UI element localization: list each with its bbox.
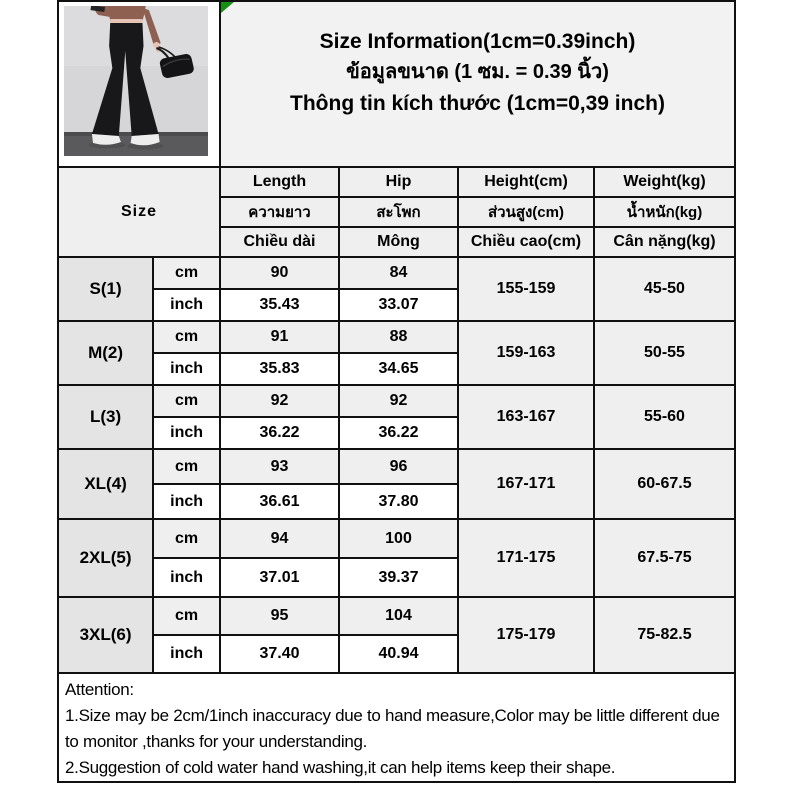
unit-inch-label: inch (153, 417, 220, 449)
length-inch-value: 37.01 (220, 558, 339, 597)
size-row-3xl-cm (58, 597, 735, 635)
size-information-header (220, 1, 735, 167)
size-row-2xl-cm (58, 519, 735, 558)
height-range-value: 159-163 (458, 321, 594, 385)
hip-inch-value: 33.07 (339, 289, 458, 321)
hip-cm-value: 92 (339, 385, 458, 417)
unit-cm-label: cm (153, 519, 220, 558)
weight-range-value: 55-60 (594, 385, 735, 449)
length-inch-value: 36.22 (220, 417, 339, 449)
model-photo-illustration (64, 6, 208, 156)
header-height-vi: Chiều cao(cm) (458, 227, 594, 257)
header-length-en: Length (220, 167, 339, 197)
header-weight-en: Weight(kg) (594, 167, 735, 197)
unit-cm-label: cm (153, 257, 220, 289)
hip-inch-value: 37.80 (339, 484, 458, 519)
product-photo (64, 6, 208, 156)
length-inch-value: 37.40 (220, 635, 339, 673)
unit-inch-label: inch (153, 558, 220, 597)
height-range-value: 163-167 (458, 385, 594, 449)
top-row (58, 1, 735, 167)
header-row-english (58, 167, 735, 197)
header-length-vi: Chiều dài (220, 227, 339, 257)
size-row-l-cm (58, 385, 735, 417)
attention-heading: Attention: (65, 680, 134, 699)
size-label: XL(4) (58, 449, 153, 519)
length-cm-value: 90 (220, 257, 339, 289)
unit-cm-label: cm (153, 321, 220, 353)
title-english: Size Information(1cm=0.39inch) (319, 30, 636, 53)
size-label: 3XL(6) (58, 597, 153, 673)
header-hip-en: Hip (339, 167, 458, 197)
hip-inch-value: 40.94 (339, 635, 458, 673)
height-range-value: 167-171 (458, 449, 594, 519)
unit-inch-label: inch (153, 289, 220, 321)
length-cm-value: 93 (220, 449, 339, 484)
hip-cm-value: 96 (339, 449, 458, 484)
attention-box (58, 673, 735, 782)
size-label: 2XL(5) (58, 519, 153, 597)
attention-row (58, 673, 735, 782)
size-chart-table (57, 0, 736, 783)
length-inch-value: 36.61 (220, 484, 339, 519)
unit-inch-label: inch (153, 484, 220, 519)
hip-cm-value: 100 (339, 519, 458, 558)
title-thai: ข้อมูลขนาด (1 ซม. = 0.39 นิ้ว) (346, 61, 609, 83)
weight-range-value: 60-67.5 (594, 449, 735, 519)
size-header-label: Size (58, 167, 220, 257)
hip-inch-value: 36.22 (339, 417, 458, 449)
unit-inch-label: inch (153, 353, 220, 385)
size-row-xl-cm (58, 449, 735, 484)
unit-cm-label: cm (153, 385, 220, 417)
hip-cm-value: 88 (339, 321, 458, 353)
header-hip-vi: Mông (339, 227, 458, 257)
length-cm-value: 92 (220, 385, 339, 417)
size-row-s-cm (58, 257, 735, 289)
attention-note-1: 1.Size may be 2cm/1inch inaccuracy due to hand measure,Color may be little different due to monitor ,thanks for your understanding. (65, 706, 720, 751)
hip-inch-value: 39.37 (339, 558, 458, 597)
hip-inch-value: 34.65 (339, 353, 458, 385)
size-label: M(2) (58, 321, 153, 385)
weight-range-value: 67.5-75 (594, 519, 735, 597)
length-cm-value: 95 (220, 597, 339, 635)
header-weight-vi: Cân nặng(kg) (594, 227, 735, 257)
length-inch-value: 35.43 (220, 289, 339, 321)
title-vietnamese: Thông tin kích thước (1cm=0,39 inch) (290, 92, 665, 115)
height-range-value: 171-175 (458, 519, 594, 597)
size-label: S(1) (58, 257, 153, 321)
unit-cm-label: cm (153, 449, 220, 484)
header-height-th: ส่วนสูง(cm) (458, 197, 594, 227)
weight-range-value: 45-50 (594, 257, 735, 321)
hip-cm-value: 104 (339, 597, 458, 635)
height-range-value: 155-159 (458, 257, 594, 321)
length-cm-value: 94 (220, 519, 339, 558)
hip-cm-value: 84 (339, 257, 458, 289)
header-length-th: ความยาว (220, 197, 339, 227)
header-height-en: Height(cm) (458, 167, 594, 197)
product-photo-cell (58, 1, 220, 167)
unit-inch-label: inch (153, 635, 220, 673)
length-inch-value: 35.83 (220, 353, 339, 385)
length-cm-value: 91 (220, 321, 339, 353)
size-row-m-cm (58, 321, 735, 353)
height-range-value: 175-179 (458, 597, 594, 673)
weight-range-value: 75-82.5 (594, 597, 735, 673)
unit-cm-label: cm (153, 597, 220, 635)
corner-marker-triangle (221, 2, 234, 13)
header-hip-th: สะโพก (339, 197, 458, 227)
header-weight-th: น้ำหนัก(kg) (594, 197, 735, 227)
size-chart-sheet (57, 0, 736, 783)
weight-range-value: 50-55 (594, 321, 735, 385)
attention-note-2: 2.Suggestion of cold water hand washing,it can help items keep their shape. (65, 758, 616, 777)
size-label: L(3) (58, 385, 153, 449)
